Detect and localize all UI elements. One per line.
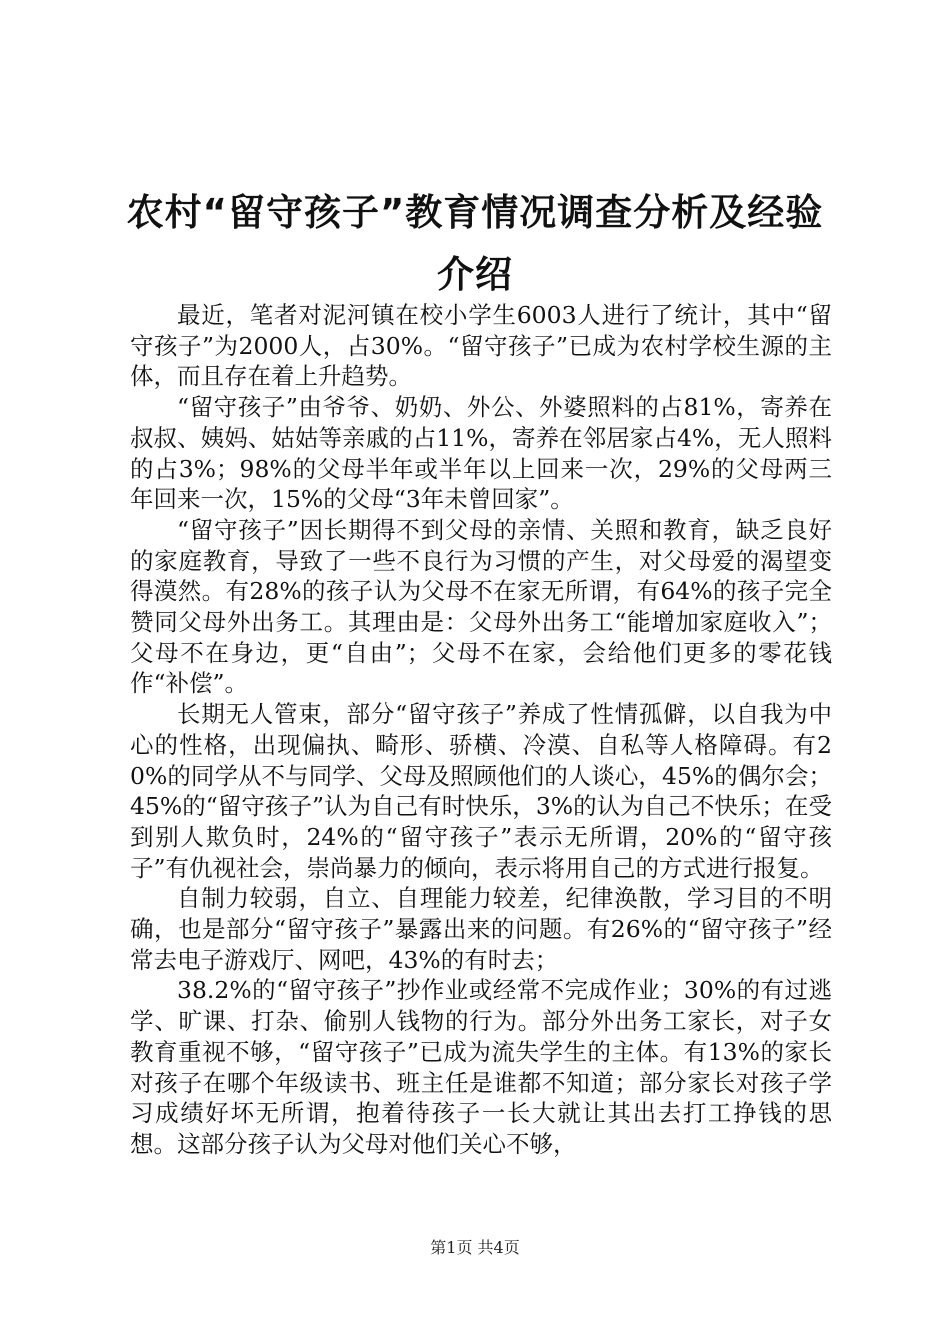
paragraph: 长期无人管束，部分“留守孩子”养成了性情孤僻，以自我为中心的性格，出现偏执、畸形、骄横、冷漠、自私等人格障碍。有20%的同学从不与同学、父母及照顾他们的人谈心，45%的偶尔会；45%的“留守孩子”认为自己有时快乐，3%的认为自己不快乐；在受到别人欺负时，24%的“留守孩子”表示无所谓，20%的“留守孩子”有仇视社会，崇尚暴力的倾向，表示将用自己的方式进行报复。 — [130, 700, 832, 882]
paragraph: “留守孩子”由爷爷、奶奶、外公、外婆照料的占81%，寄养在叔叔、姨妈、姑姑等亲戚的占11%，寄养在邻居家占4%，无人照料的占3%；98%的父母半年或半年以上回来一次，29%的父母两三年回来一次，15%的父母“3年未曾回家”。 — [130, 393, 832, 514]
paragraph: “留守孩子”因长期得不到父母的亲情、关照和教育，缺乏良好的家庭教育，导致了一些不良行为习惯的产生，对父母爱的渴望变得漠然。有28%的孩子认为父母不在家无所谓，有64%的孩子完全赞同父母外出务工。其理由是：父母外出务工“能增加家庭收入”；父母不在身边，更“自由”；父母不在家，会给他们更多的零花钱作“补偿”。 — [130, 515, 832, 698]
page-number-footer: 第1页 共4页 — [430, 1238, 520, 1257]
paragraph: 最近，笔者对泥河镇在校小学生6003人进行了统计，其中“留守孩子”为2000人，占30%。“留守孩子”已成为农村学校生源的主体，而且存在着上升趋势。 — [130, 301, 832, 391]
document-title: 农村“留守孩子”教育情况调查分析及经验介绍 — [126, 191, 824, 296]
paragraph: 38.2%的“留守孩子”抄作业或经常不完成作业；30%的有过逃学、旷课、打杂、偷别人钱物的行为。部分外出务工家长，对子女教育重视不够，“留守孩子”已成为流失学生的主体。有13%的家长对孩子在哪个年级读书、班主任是谁都不知道；部分家长对孩子学习成绩好坏无所谓，抱着待孩子一长大就让其出去打工挣钱的思想。这部分孩子认为父母对他们关心不够， — [130, 976, 832, 1158]
document-body — [130, 300, 832, 1160]
paragraph: 自制力较弱，自立、自理能力较差，纪律涣散，学习目的不明确，也是部分“留守孩子”暴露出来的问题。有26%的“留守孩子”经常去电子游戏厅、网吧，43%的有时去； — [130, 884, 832, 974]
